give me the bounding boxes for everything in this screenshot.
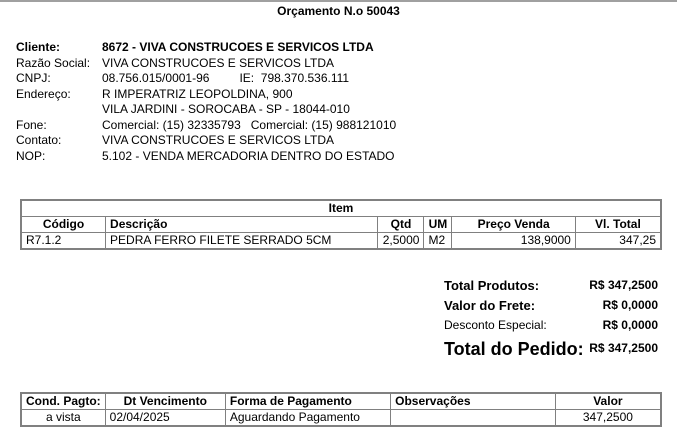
desconto-label: Desconto Especial: <box>444 318 547 332</box>
top-border-line <box>0 0 677 2</box>
desconto-value: R$ 0,0000 <box>602 318 658 332</box>
total-pedido-row <box>444 341 658 361</box>
fone-row <box>16 118 396 134</box>
total-produtos-value: R$ 347,2500 <box>589 278 658 292</box>
col-header-dt-vencimento: Dt Vencimento <box>105 393 225 410</box>
cell-qtd: 2,5000 <box>378 233 424 250</box>
total-pedido-label: Total do Pedido: <box>444 339 584 359</box>
cell-cond-pagto: a vista <box>21 410 105 427</box>
total-produtos-row <box>444 278 658 298</box>
razao-social-row <box>16 56 396 72</box>
contato-value: VIVA CONSTRUCOES E SERVICOS LTDA <box>102 133 335 147</box>
col-header-forma-pagamento: Forma de Pagamento <box>225 393 390 410</box>
valor-frete-label: Valor do Frete: <box>444 298 536 313</box>
razao-social-value: VIVA CONSTRUCOES E SERVICOS LTDA <box>102 55 335 70</box>
total-pedido-value: R$ 347,2500 <box>589 341 658 355</box>
endereco-row <box>16 87 396 103</box>
contato-label: Contato: <box>16 133 62 147</box>
items-table <box>20 199 662 250</box>
nop-label: NOP: <box>16 148 46 163</box>
ie-value: 798.370.536.111 <box>260 71 350 85</box>
endereco-line2: VILA JARDINI - SOROCABA - SP - 18044-010 <box>102 102 350 116</box>
valor-frete-row <box>444 298 658 318</box>
table-row <box>21 410 661 427</box>
nop-row <box>16 149 396 165</box>
client-value: 8672 - VIVA CONSTRUCOES E SERVICOS LTDA <box>102 40 374 54</box>
fone-value-2: Comercial: (15) 988121010 <box>250 117 397 132</box>
items-header-row <box>21 217 661 233</box>
col-header-preco-venda: Preço Venda <box>452 217 575 233</box>
cnpj-row <box>16 71 396 87</box>
cell-um: M2 <box>424 233 452 250</box>
cell-descricao: PEDRA FERRO FILETE SERRADO 5CM <box>106 233 378 250</box>
client-info-block <box>16 40 396 164</box>
col-header-um: UM <box>424 217 452 233</box>
totals-block <box>444 278 658 361</box>
col-header-codigo: Código <box>21 217 106 233</box>
client-label: Cliente: <box>16 40 61 54</box>
cell-codigo: R7.1.2 <box>21 233 106 250</box>
payments-header-row <box>21 393 661 410</box>
col-header-descricao: Descrição <box>106 217 378 233</box>
endereco-line1: R IMPERATRIZ LEOPOLDINA, 900 <box>102 86 293 101</box>
contato-row <box>16 133 396 149</box>
razao-social-label: Razão Social: <box>16 55 91 70</box>
nop-value: 5.102 - VENDA MERCADORIA DENTRO DO ESTADO <box>102 148 395 163</box>
total-produtos-label: Total Produtos: <box>444 278 540 293</box>
cnpj-label: CNPJ: <box>16 71 51 85</box>
document-title: Orçamento N.o 50043 <box>277 4 400 18</box>
endereco-label: Endereço: <box>16 86 71 101</box>
fone-value-1: Comercial: (15) 32335793 <box>102 117 241 132</box>
cell-dt-vencimento: 02/04/2025 <box>105 410 225 427</box>
client-row <box>16 40 396 56</box>
col-header-cond-pagto: Cond. Pagto: <box>21 393 105 410</box>
table-row <box>21 233 661 250</box>
cell-observacoes <box>391 410 556 427</box>
valor-frete-value: R$ 0,0000 <box>602 298 658 312</box>
fone-label: Fone: <box>16 117 47 132</box>
col-header-observacoes: Observações <box>391 393 556 410</box>
endereco-row-2 <box>16 102 396 118</box>
col-header-valor: Valor <box>555 393 661 410</box>
cell-preco-venda: 138,9000 <box>452 233 575 250</box>
payments-table <box>20 392 662 427</box>
cell-forma-pagamento: Aguardando Pagamento <box>225 410 390 427</box>
col-header-vl-total: Vl. Total <box>575 217 661 233</box>
cnpj-value: 08.756.015/0001-96 <box>102 71 210 85</box>
ie-label: IE: <box>239 71 255 85</box>
col-header-qtd: Qtd <box>378 217 424 233</box>
items-section-title: Item <box>21 200 661 217</box>
items-section-row <box>21 200 661 217</box>
cell-vl-total: 347,25 <box>575 233 661 250</box>
cell-valor: 347,2500 <box>555 410 661 427</box>
desconto-row <box>444 318 658 338</box>
